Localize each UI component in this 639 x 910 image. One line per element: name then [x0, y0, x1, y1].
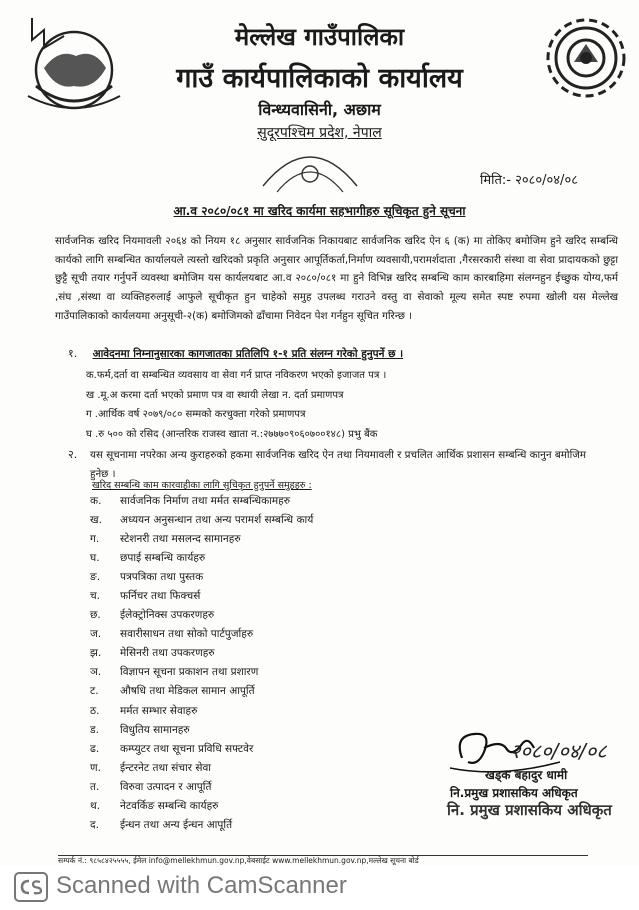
category-label: पत्रपत्रिका तथा पुस्तक	[120, 571, 204, 584]
office-stamp-icon	[255, 138, 365, 200]
list-item	[90, 606, 313, 625]
category-label: ईन्टरनेट तथा संचार सेवा	[120, 761, 212, 774]
category-key: ठ.	[90, 704, 100, 717]
list-item	[90, 549, 313, 568]
list-item	[90, 797, 313, 816]
list-item: ग .आर्थिक वर्ष २०७९/०८० सम्मको करचुक्ता गरेको प्रमाणपत्र	[86, 409, 306, 420]
category-key: ड.	[90, 723, 99, 736]
category-key: ङ.	[90, 571, 101, 584]
category-key: ञ.	[90, 666, 102, 679]
category-key: घ.	[90, 552, 100, 565]
category-label: औषधि तथा मेडिकल सामान आपूर्ति	[120, 685, 255, 698]
category-label: विज्ञापन सूचना प्रकाशन तथा प्रशारण	[120, 666, 259, 679]
category-label: ईलेक्ट्रोनिक्स उपकरणहरु	[120, 609, 215, 622]
list-item	[90, 568, 313, 587]
category-label: सार्वजनिक निर्माण तथा मर्मत सम्बन्धिकामहरु	[120, 495, 291, 507]
list-item	[90, 587, 313, 606]
list-item	[90, 740, 313, 759]
category-key: क.	[90, 495, 102, 507]
category-key: त.	[90, 780, 100, 793]
item-number: १.	[68, 347, 78, 360]
requirement-item-1	[68, 346, 403, 361]
category-label: नेटवर्किङ सम्बन्धि कार्यहरु	[120, 799, 219, 812]
category-label: ईन्धन तथा अन्य ईन्धन आपूर्ति	[120, 818, 233, 831]
category-key: ण.	[90, 761, 101, 774]
category-key: ज.	[90, 628, 102, 641]
list-item	[90, 625, 313, 644]
contact-footer: सम्पर्क नं.: ९८५८४२५५५५, ईमेल info@mellekhmun.gov.np,वेबसाईट www.mellekhmun.gov.np,मल्लेख सूचना बोर्ड	[58, 855, 588, 866]
document-list	[86, 366, 386, 444]
list-item	[90, 682, 313, 701]
category-label: मर्मत सम्भार सेवाहरु	[120, 704, 198, 717]
requirement-item-2	[68, 446, 608, 480]
category-key: द.	[90, 818, 99, 831]
signatory-title: नि.प्रमुख प्रशासकिय अधिकृत	[450, 786, 578, 800]
municipality-name: मेल्लेख गाउँपालिका	[234, 23, 405, 51]
notice-title: आ.व २०८०/०८१ मा खरिद कार्यमा सहभागीहरु सूचिकृत हुने सूचना	[173, 204, 466, 218]
signature-date: २०८०/०४/०८	[510, 739, 607, 763]
category-list-heading: खरिद सम्बन्धि काम कारवाहीका लागि सुचिकृत हुनुपर्ने समुहहरु :	[92, 480, 312, 491]
category-label: फर्निचर तथा फिक्चर्स	[120, 590, 201, 603]
list-item	[90, 816, 313, 835]
category-key: ख.	[90, 514, 102, 527]
watermark-text: Scanned with CamScanner	[56, 872, 347, 899]
category-key: थ.	[90, 799, 101, 812]
category-key: झ.	[90, 647, 102, 660]
list-item	[90, 702, 313, 721]
category-label: विधुतिय सामानहरु	[120, 723, 190, 736]
office-location: विन्ध्यवासिनी, अछाम	[258, 100, 381, 119]
category-label: अध्ययन अनुसन्धान तथा अन्य परामर्श सम्बन्धि कार्य	[120, 514, 314, 527]
category-label: मेसिनरी तथा उपकरणहरु	[120, 647, 215, 660]
intro-paragraph: सार्वजनिक खरिद नियमावली २०६४ को नियम १८ अनुसार सार्वजनिक निकायबाट सार्वजनिक खरिद ऐन ६ (क) मा तोकिए बमोजिम हुने खरिद सम्बन्धि कार्यको लागि सम्बन्धित कार्यालयले त्यस्तो खरिदको प्रकृति अनुसार आपूर्तिकर्ता,निर्माण व्यवसायी,परामर्शदाता ,गैरसरकारी संस्था वा सेवा प्रादायकको छुट्टा छुट्टै सूची तयार गर्नुपर्ने व्यवस्था बमोजिम यस कार्यलयबाट आ.व २०८०/०८१ मा हुने विभिन्न खरिद सम्बन्धि काम कारबाहिमा संलग्नहुन ईच्छुक योग्य,फर्म ,संघ ,संस्था वा व्यक्तिहरुलाई आफुले सूचीकृत हुन चाहेको समुह उपलब्ध गराउने वस्तु वा सेवाको मूल्य समेत स्पष्ट रुपमा खोली यस मेल्लेख गाउँपालिकाको कार्यलयमा अनुसूची-२(क) बमोजिमको ढाँचामा निवेदन पेश गर्नहुन सूचित गरिन्छ ।	[55, 235, 618, 322]
list-item: घ .रु ५०० को रसिद (आन्तरिक राजस्व खाता न.:२७७७०९०६०७००१४८) प्रभु बैंक	[86, 428, 378, 440]
category-label: कम्प्युटर तथा सूचना प्रविधि सफ्टवेर	[120, 742, 254, 755]
category-key: ट.	[90, 685, 99, 698]
signatory-name: खड्क बहादुर धामी	[485, 768, 568, 782]
list-item	[90, 778, 313, 797]
notice-date: मिति:- २०८०/०४/०८	[480, 173, 578, 188]
office-name: गाउँ कार्यपालिकाको कार्यालय	[176, 63, 463, 94]
item-text: आवेदनमा निम्नानुसारका कागजातका प्रतिलिपि १-१ प्रति संलग्न गरेको हुनुपर्ने छ ।	[92, 348, 404, 360]
category-list	[90, 492, 313, 835]
list-item	[90, 663, 313, 682]
designation-stamp: नि. प्रमुख प्रशासकिय अधिकृत	[447, 801, 612, 819]
category-key: ढ.	[90, 742, 100, 755]
camscanner-logo-icon	[14, 872, 48, 902]
category-label: छपाई सम्बन्धि कार्यहरु	[120, 552, 206, 565]
item-text: यस सूचनामा नपरेका अन्य कुराहरुको हकमा सार्वजनिक खरिद ऐन तथा नियमावली र प्रचलित आर्थिक प्रशासन सम्बन्धि कानुन बमोजिम हुनेछ ।	[90, 449, 587, 480]
category-key: ग.	[90, 533, 100, 546]
list-item: ख .मू.अ करमा दर्ता भएको प्रमाण पत्र वा स्थायी लेखा न. दर्ता प्रमाणपत्र	[86, 389, 344, 401]
list-item	[90, 721, 313, 740]
category-key: छ.	[90, 609, 101, 622]
province-line: सुदूरपश्चिम प्रदेश, नेपाल	[257, 125, 382, 141]
list-item	[90, 644, 313, 663]
category-label: स्टेशनरी तथा मसलन्द सामानहरु	[120, 533, 241, 546]
category-key: च.	[90, 590, 101, 603]
list-item	[90, 511, 313, 530]
item-number: २.	[68, 448, 78, 461]
list-item	[90, 530, 313, 549]
list-item	[90, 759, 313, 778]
list-item	[90, 492, 313, 511]
category-label: सवारीसाधन तथा सोको पार्टपुर्जाहरु	[120, 628, 254, 641]
category-label: विरुवा उत्पादन र आपूर्ति	[120, 780, 212, 793]
list-item: क.फर्म,दर्ता वा सम्बन्धित व्यवसाय वा सेवा गर्न प्राप्त नविकरण भएको इजाजत पत्र ।	[86, 370, 387, 381]
